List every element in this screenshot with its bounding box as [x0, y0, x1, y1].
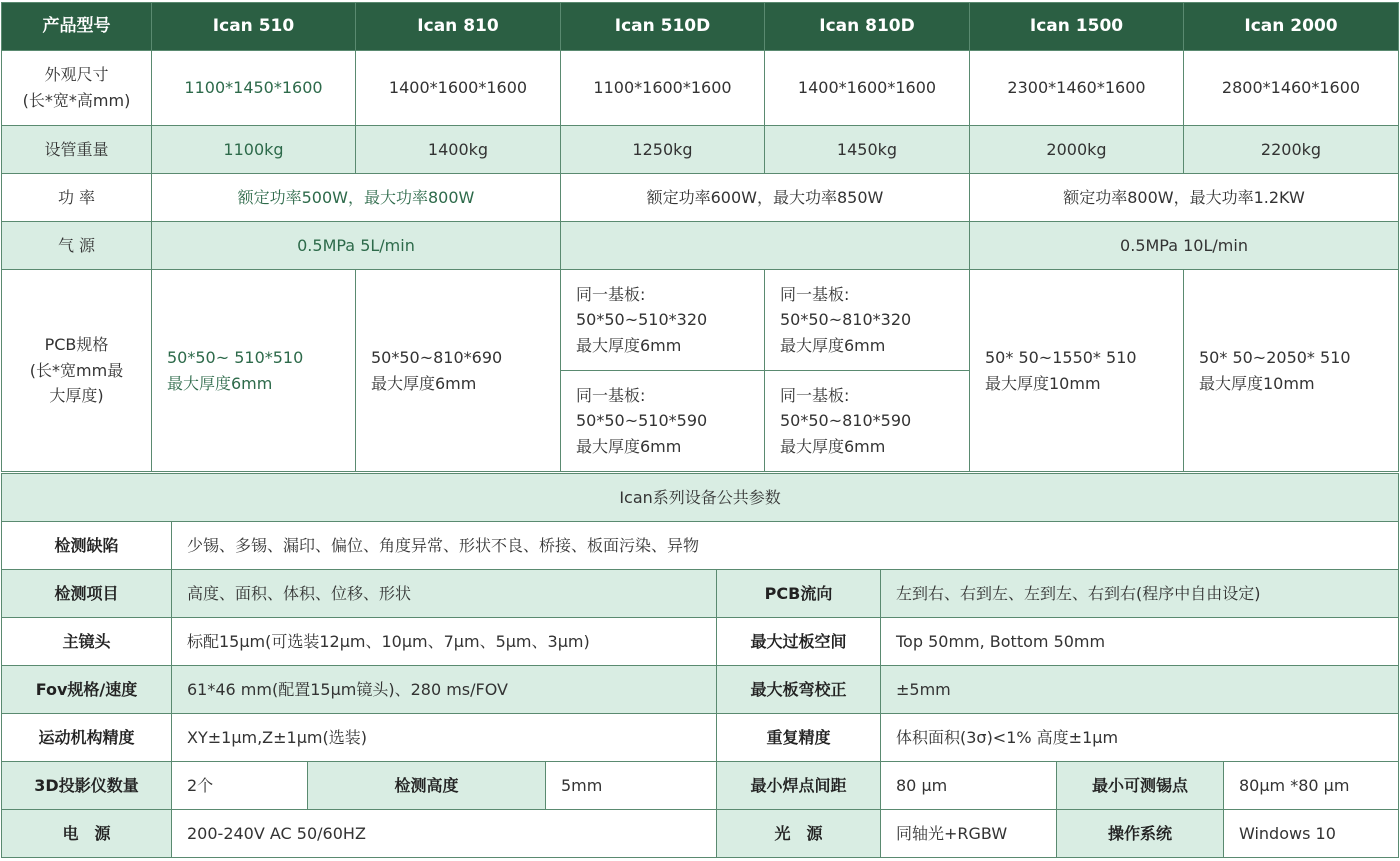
items-row [2, 570, 1399, 618]
weight-value: 1250kg [561, 126, 765, 174]
weight-value: 1400kg [356, 126, 561, 174]
param-label: Fov规格/速度 [2, 666, 172, 714]
weight-value: 2200kg [1184, 126, 1399, 174]
defects-row [2, 522, 1399, 570]
param-value: 左到右、右到左、左到左、右到右(程序中自由设定) [881, 570, 1399, 618]
header-model: Ican 510 [152, 3, 356, 51]
lens-row [2, 618, 1399, 666]
param-value: Windows 10 [1224, 810, 1399, 858]
header-model: Ican 1500 [970, 3, 1184, 51]
param-label: 主镜头 [2, 618, 172, 666]
param-label: 检测高度 [308, 762, 546, 810]
air-value: 0.5MPa 5L/min [152, 222, 561, 270]
power-supply-row [2, 810, 1399, 858]
row-label: 功 率 [2, 174, 152, 222]
air-value: 0.5MPa 10L/min [970, 222, 1399, 270]
param-value: 标配15μm(可选装12μm、10μm、7μm、5μm、3μm) [172, 618, 717, 666]
row-label: 气 源 [2, 222, 152, 270]
param-label: 最大板弯校正 [717, 666, 881, 714]
size-value: 1100*1600*1600 [561, 51, 765, 126]
pcb-value: 50* 50~1550* 510 最大厚度10mm [970, 270, 1184, 472]
param-value: 200-240V AC 50/60HZ [172, 810, 717, 858]
size-value: 1100*1450*1600 [152, 51, 356, 126]
header-row [2, 3, 1399, 51]
header-model: Ican 810 [356, 3, 561, 51]
weight-row [2, 126, 1399, 174]
size-row [2, 51, 1399, 126]
pcb-value: 同一基板: 50*50~810*590 最大厚度6mm [765, 371, 970, 472]
param-label: 重复精度 [717, 714, 881, 762]
common-title: Ican系列设备公共参数 [2, 474, 1399, 522]
param-label: 3D投影仪数量 [2, 762, 172, 810]
param-label: 运动机构精度 [2, 714, 172, 762]
param-value: ±5mm [881, 666, 1399, 714]
row-label: 外观尺寸 (长*宽*高mm) [2, 51, 152, 126]
param-value: 同轴光+RGBW [881, 810, 1057, 858]
param-label: PCB流向 [717, 570, 881, 618]
param-label: 操作系统 [1057, 810, 1224, 858]
common-title-row [2, 474, 1399, 522]
common-params-table [1, 473, 1399, 858]
param-label: 光 源 [717, 810, 881, 858]
power-value: 额定功率800W，最大功率1.2KW [970, 174, 1399, 222]
pcb-value: 50* 50~2050* 510 最大厚度10mm [1184, 270, 1399, 472]
pcb-value: 同一基板: 50*50~810*320 最大厚度6mm [765, 270, 970, 371]
param-label: 最小焊点间距 [717, 762, 881, 810]
air-row [2, 222, 1399, 270]
row-label: 设管重量 [2, 126, 152, 174]
param-value: 2个 [172, 762, 308, 810]
model-spec-table [1, 2, 1399, 472]
air-value [561, 222, 970, 270]
param-value: XY±1μm,Z±1μm(选装) [172, 714, 717, 762]
param-label: 检测项目 [2, 570, 172, 618]
motion-row [2, 714, 1399, 762]
param-value: 少锡、多锡、漏印、偏位、角度异常、形状不良、桥接、板面污染、异物 [172, 522, 1399, 570]
size-value: 2800*1460*1600 [1184, 51, 1399, 126]
size-value: 1400*1600*1600 [356, 51, 561, 126]
weight-value: 1450kg [765, 126, 970, 174]
size-value: 2300*1460*1600 [970, 51, 1184, 126]
pcb-row [2, 270, 1399, 371]
param-value: 80 μm [881, 762, 1057, 810]
header-model: Ican 2000 [1184, 3, 1399, 51]
param-label: 检测缺陷 [2, 522, 172, 570]
param-label: 最小可测锡点 [1057, 762, 1224, 810]
weight-value: 1100kg [152, 126, 356, 174]
header-model: Ican 810D [765, 3, 970, 51]
param-label: 最大过板空间 [717, 618, 881, 666]
row-label: PCB规格 (长*宽mm最 大厚度) [2, 270, 152, 472]
projector-row [2, 762, 1399, 810]
fov-row [2, 666, 1399, 714]
weight-value: 2000kg [970, 126, 1184, 174]
power-value: 额定功率600W，最大功率850W [561, 174, 970, 222]
power-row [2, 174, 1399, 222]
param-value: 80μm *80 μm [1224, 762, 1399, 810]
param-value: 61*46 mm(配置15μm镜头)、280 ms/FOV [172, 666, 717, 714]
param-value: 5mm [546, 762, 717, 810]
header-model-label: 产品型号 [2, 3, 152, 51]
pcb-value: 同一基板: 50*50~510*590 最大厚度6mm [561, 371, 765, 472]
power-value: 额定功率500W，最大功率800W [152, 174, 561, 222]
header-model: Ican 510D [561, 3, 765, 51]
param-value: Top 50mm, Bottom 50mm [881, 618, 1399, 666]
pcb-value: 50*50~810*690 最大厚度6mm [356, 270, 561, 472]
size-value: 1400*1600*1600 [765, 51, 970, 126]
pcb-value: 同一基板: 50*50~510*320 最大厚度6mm [561, 270, 765, 371]
pcb-value: 50*50~ 510*510 最大厚度6mm [152, 270, 356, 472]
param-label: 电 源 [2, 810, 172, 858]
param-value: 体积面积(3σ)<1% 高度±1μm [881, 714, 1399, 762]
param-value: 高度、面积、体积、位移、形状 [172, 570, 717, 618]
